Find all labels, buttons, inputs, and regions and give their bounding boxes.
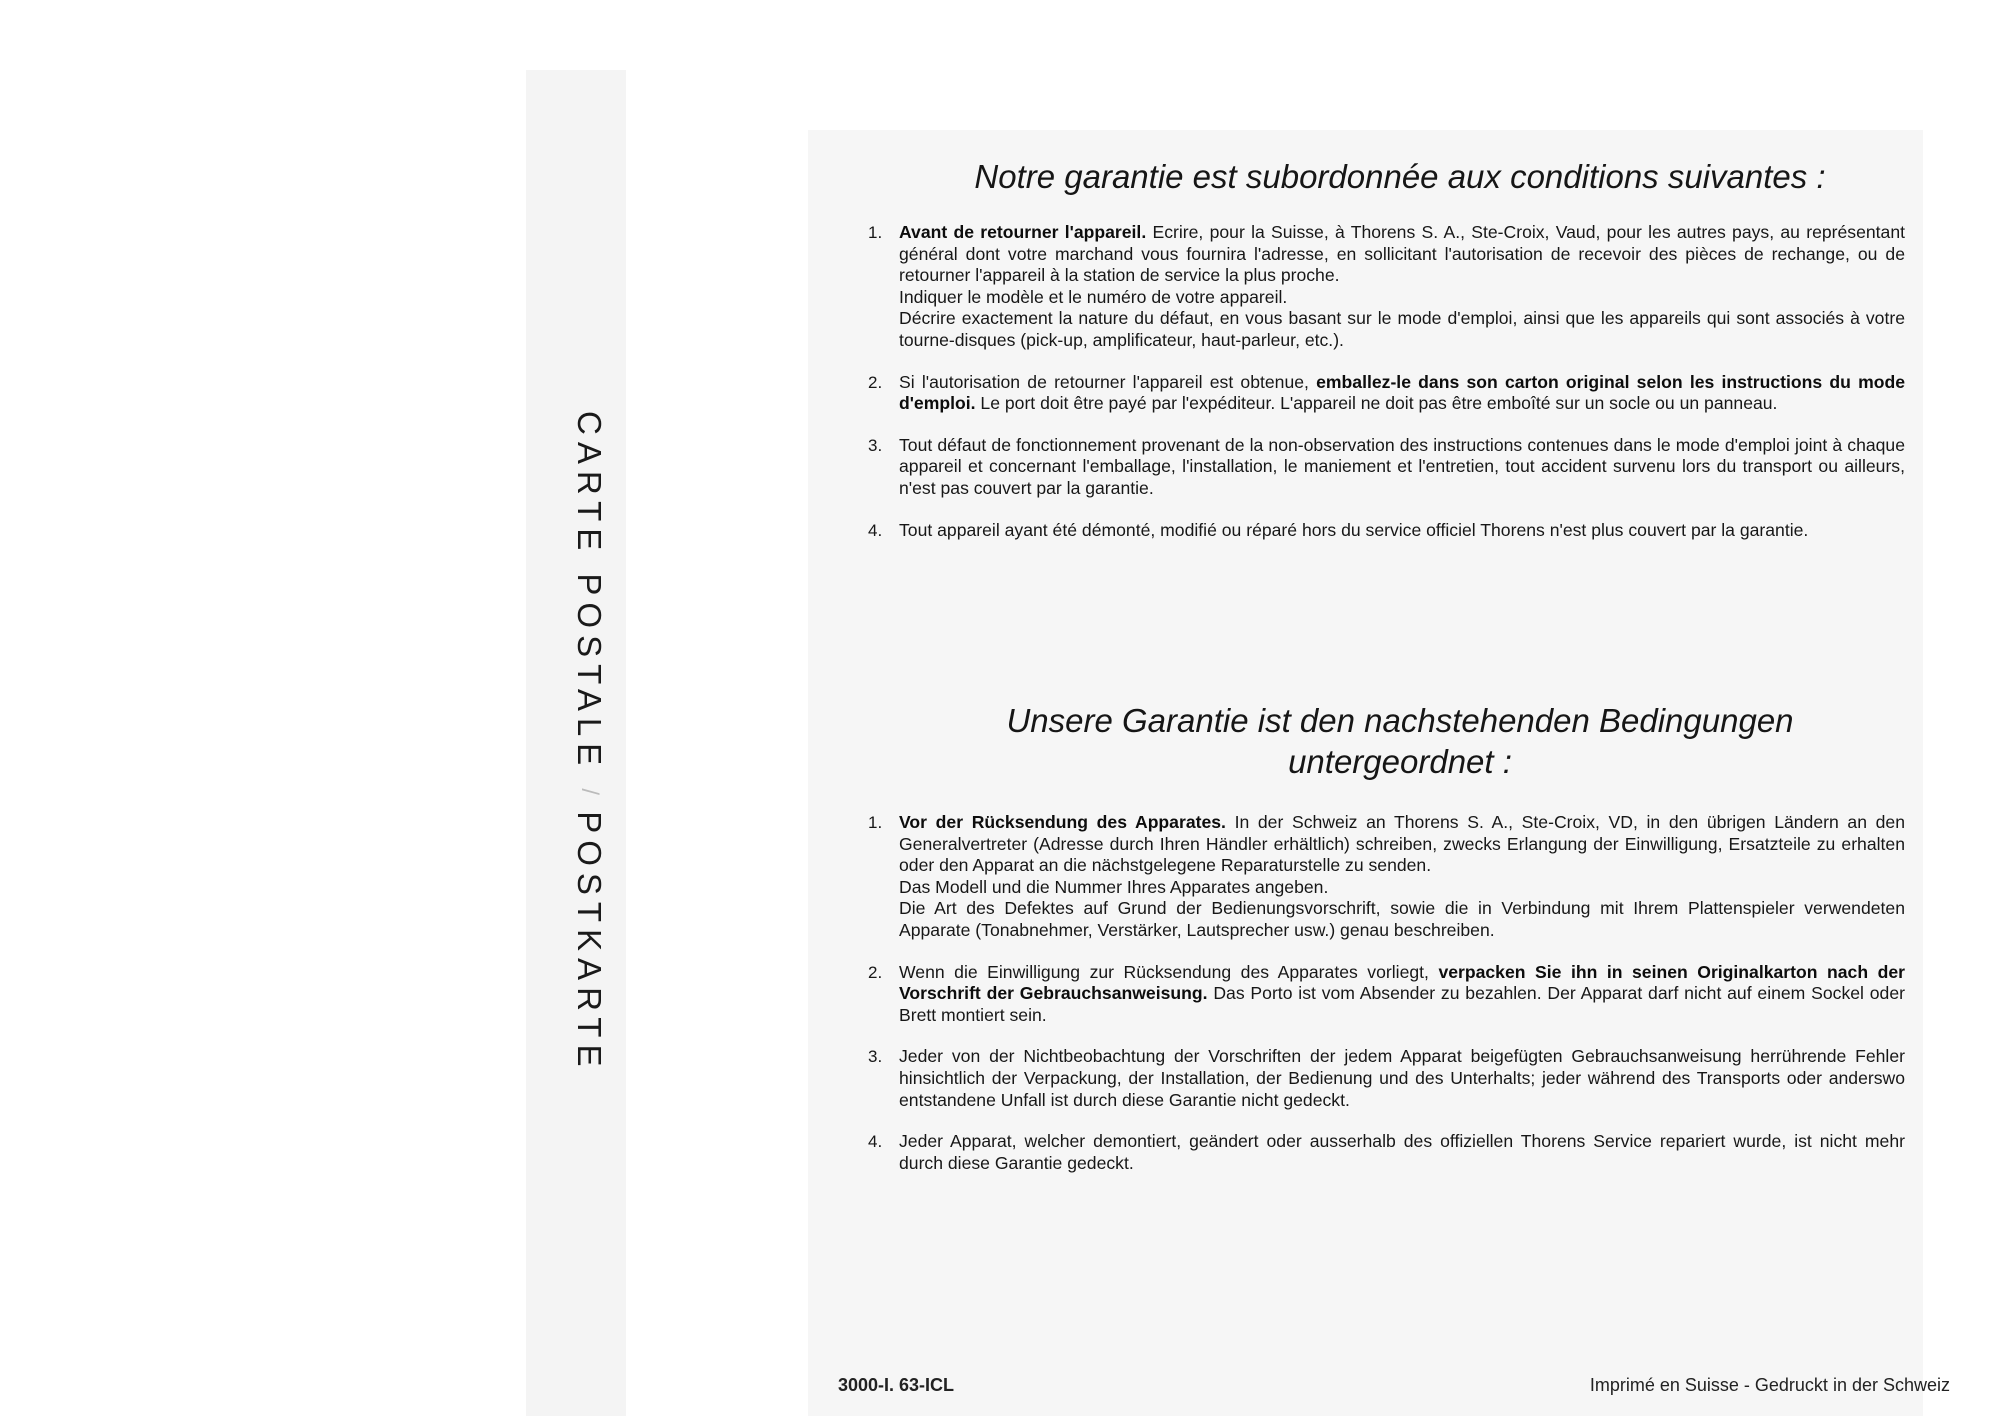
postcard-vertical-title: [558, 406, 606, 1078]
item-bold: emballez-le dans son carton original selon les instructions du mode d'emploi.: [899, 371, 1906, 414]
item-line-3: Décrire exactement la nature du défaut, en vous basant sur le mode d'emploi, ainsi que les appareils qui sont associés à votre tourne-disques (pick-up, amplificateur, haut-parleur, etc.).: [899, 308, 1905, 350]
item-number: 2.: [868, 372, 883, 392]
item-line-3: Die Art des Defektes auf Grund der Bedienungsvorschrift, sowie die in Verbindung mit Ihrem Plattenspieler verwendeten Apparate (Tonabnehmer, Verstärker, Lautsprecher usw.) genau beschreiben.: [899, 898, 1905, 940]
german-condition-2: [868, 962, 1905, 1027]
german-condition-1: [868, 812, 1905, 942]
item-number: 1.: [868, 223, 883, 242]
item-number: 4.: [868, 1132, 883, 1152]
item-line-2: Das Modell und die Nummer Ihres Apparates angeben.: [899, 876, 1329, 897]
german-heading: [860, 700, 1940, 782]
item-text-post: Das Porto ist vom Absender zu bezahlen. Der Apparat darf nicht auf einem Sockel oder Brett montiert sein.: [899, 983, 1905, 1025]
item-text: In der Schweiz an Thorens S. A., Ste-Croix, VD, in den übrigen Ländern an den Generalvertreter (Adresse durch Ihren Händler erhältlich) schreiben, zwecks Erlangung der Einwilligung, Ersatzteile zu erhalten oder den Apparat an die nächstgelegene Reparaturstelle zu senden.: [899, 812, 1905, 876]
item-text-pre: Wenn die Einwilligung zur Rücksendung des Apparates vorliegt,: [899, 961, 1439, 982]
item-text-pre: Si l'autorisation de retourner l'appareil est obtenue,: [899, 371, 1317, 392]
french-heading: Notre garantie est subordonnée aux conditions suivantes :: [974, 158, 1826, 195]
item-number: 2.: [868, 962, 883, 982]
item-text: Jeder Apparat, welcher demontiert, geändert oder ausserhalb des offiziellen Thorens Service repariert wurde, ist nicht mehr durch diese Garantie gedeckt.: [899, 1131, 1905, 1173]
item-number: 3.: [868, 1047, 883, 1067]
german-heading-line-1: Unsere Garantie ist den nachstehenden Bedingungen: [1006, 702, 1794, 739]
item-line-2: Indiquer le modèle et le numéro de votre appareil.: [899, 286, 1288, 307]
item-bold-lead: Vor der Rücksendung des Apparates.: [899, 812, 1226, 832]
item-text: Ecrire, pour la Suisse, à Thorens S. A., Ste-Croix, Vaud, pour les autres pays, au représentant général dont votre marchand vous fournira l'adresse, en sollicitant l'autorisation de recevoir des pièces de rechange, ou de retourner l'appareil à la station de service la plus proche.: [899, 222, 1906, 286]
item-bold-lead: Avant de retourner l'appareil.: [899, 222, 1147, 242]
french-conditions-list: [868, 222, 1905, 561]
german-condition-4: [868, 1131, 1905, 1174]
german-conditions-list: [868, 812, 1905, 1194]
title-french: CARTE POSTALE: [571, 410, 608, 772]
item-text: Jeder von der Nichtbeobachtung der Vorschriften der jedem Apparat beigefügten Gebrauchsanweisung herrührende Fehler hinsichtlich der Verpackung, der Installation, der Bedienung und des Unterhalts; jeder während des Transports oder anderswo entstandene Unfall ist durch diese Garantie nicht gedeckt.: [899, 1046, 1905, 1110]
german-heading-line-2: untergeordnet :: [1288, 743, 1512, 780]
french-condition-1: [868, 222, 1905, 352]
title-separator: /: [576, 788, 603, 795]
french-condition-4: [868, 520, 1905, 542]
item-text: Tout appareil ayant été démonté, modifié ou réparé hors du service officiel Thorens n'est plus couvert par la garantie.: [899, 519, 1809, 540]
french-condition-3: [868, 435, 1905, 500]
printed-in-note: Imprimé en Suisse - Gedruckt in der Schweiz: [1589, 1375, 1950, 1395]
item-text: Tout défaut de fonctionnement provenant de la non-observation des instructions contenues dans le mode d'emploi joint à chaque appareil et concernant l'emballage, l'installation, le maniement et l'entretien, tout accident survenu lors du transport ou ailleurs, n'est pas couvert par la garantie.: [899, 434, 1905, 498]
item-number: 4.: [868, 520, 883, 540]
item-number: 1.: [868, 813, 883, 832]
title-german: POSTKARTE: [571, 810, 608, 1074]
french-condition-2: [868, 372, 1905, 415]
item-bold: verpacken Sie ihn in seinen Originalkarton nach der Vorschrift der Gebrauchsanweisung.: [899, 961, 1905, 1004]
item-text-post: Le port doit être payé par l'expéditeur. L'appareil ne doit pas être emboîté sur un socle ou un panneau.: [975, 393, 1778, 414]
german-condition-3: [868, 1046, 1905, 1111]
print-code: 3000-I. 63-ICL: [838, 1375, 955, 1395]
item-number: 3.: [868, 435, 883, 455]
